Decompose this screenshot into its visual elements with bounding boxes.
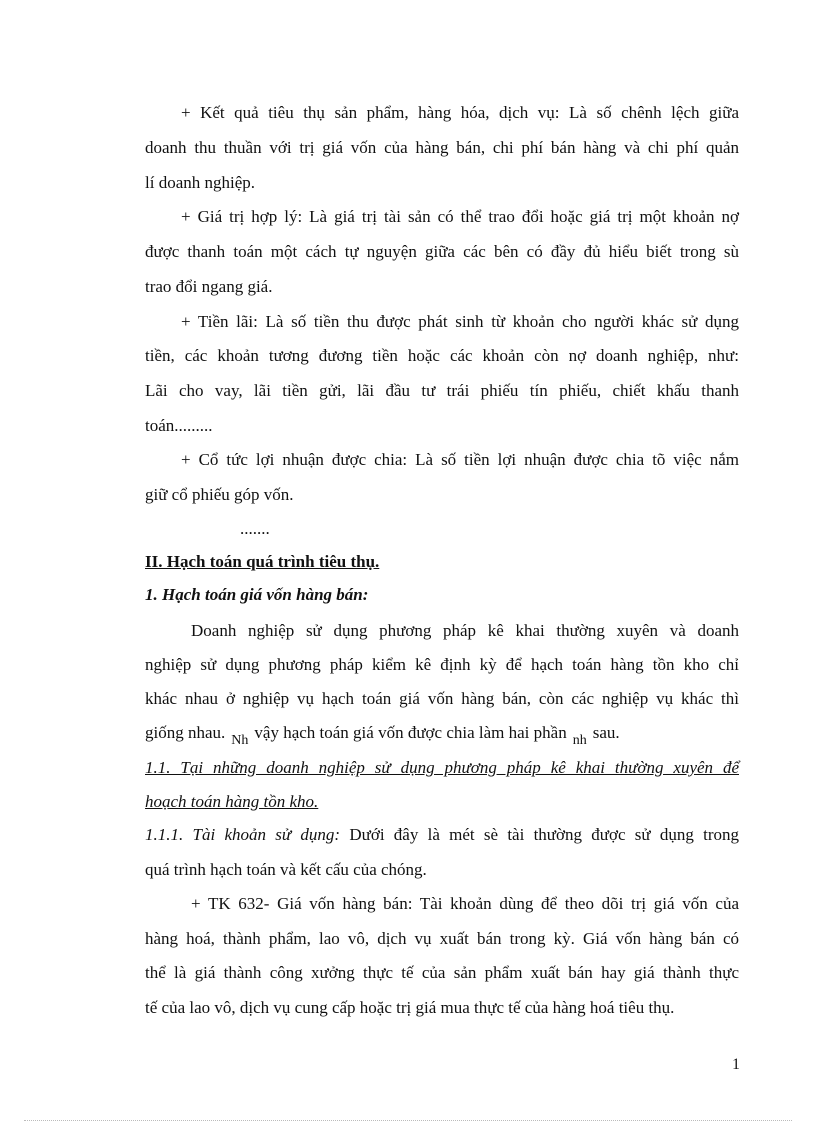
page-number: 1 (732, 1056, 740, 1073)
p5-subscript-1: Nh (231, 733, 249, 748)
paragraph-1-line-2: doanh thu thuần với trị giá vốn của hàng bán, chi phí bán hàng và chi phí quản (145, 138, 739, 157)
paragraph-6-line-2: quá trình hạch toán và kết cấu của chóng. (145, 860, 427, 879)
section-heading: II. Hạch toán quá trình tiêu thụ. (145, 552, 380, 571)
footer-divider (24, 1120, 792, 1121)
subsection-heading: 1. Hạch toán giá vốn hàng bán: (145, 585, 369, 604)
paragraph-3-line-4: toán......... (145, 416, 213, 435)
p6-text-1: Dưới đây là mét sè tài thường được sử dụng trong (349, 825, 739, 844)
paragraph-7-line-4: tế của lao vô, dịch vụ cung cấp hoặc trị giá mua thực tế của hàng hoá tiêu thụ. (145, 998, 675, 1017)
paragraph-5-line-1: Doanh nghiệp sử dụng phương pháp kê khai thường xuyên và doanh (191, 621, 739, 640)
paragraph-2-line-2: được thanh toán một cách tự nguyện giữa các bên có đầy đủ hiểu biết trong sù (145, 242, 739, 261)
p5-text-part-2: vậy hạch toán giá vốn được chia làm hai phần (254, 723, 567, 742)
paragraph-4-line-1: + Cổ tức lợi nhuận được chia: Là số tiền lợi nhuận được chia tõ việc nắm (181, 450, 739, 469)
paragraph-6-line-1 (145, 818, 739, 852)
paragraph-5-line-3: khác nhau ở nghiệp vụ hạch toán giá vốn hàng bán, còn các nghiệp vụ khác thì (145, 689, 739, 708)
p5-subscript-2: nh (572, 733, 587, 748)
paragraph-7-line-3: thể là giá thành công xưởng thực tế của sản phẩm xuất bán hay giá thành thực (145, 963, 739, 982)
p5-text-part-3: sau. (592, 723, 620, 742)
subheading-1-1-line-2: hoạch toán hàng tồn kho. (145, 792, 319, 811)
paragraph-7-line-1: + TK 632- Giá vốn hàng bán: Tài khoản dùng để theo dõi trị giá vốn của (191, 894, 739, 913)
paragraph-4-line-2: giữ cổ phiếu góp vốn. (145, 485, 294, 504)
p5-text-part-1: giống nhau. (145, 723, 226, 742)
paragraph-1-line-1: + Kết quả tiêu thụ sản phẩm, hàng hóa, dịch vụ: Là số chênh lệch giữa (181, 103, 739, 122)
ellipsis: ....... (240, 519, 270, 538)
paragraph-3-line-3: Lãi cho vay, lãi tiền gửi, lãi đầu tư trái phiếu tín phiếu, chiết khấu thanh (145, 381, 739, 400)
paragraph-2-line-1: + Giá trị hợp lý: Là giá trị tài sản có thể trao đổi hoặc giá trị một khoản nợ (181, 207, 739, 226)
paragraph-2-line-3: trao đổi ngang giá. (145, 277, 273, 296)
paragraph-3-line-1: + Tiền lãi: Là số tiền thu được phát sinh từ khoản cho người khác sử dụng (181, 312, 739, 331)
paragraph-3-line-2: tiền, các khoản tương đương tiền hoặc các khoản còn nợ doanh nghiệp, như: (145, 346, 739, 365)
paragraph-7-line-2: hàng hoá, thành phẩm, lao vô, dịch vụ xuất bán trong kỳ. Giá vốn hàng bán có (145, 929, 739, 948)
paragraph-5-line-2: nghiệp sử dụng phương pháp kiểm kê định kỳ để hạch toán hàng tồn kho chỉ (145, 655, 739, 674)
paragraph-1-line-3: lí doanh nghiệp. (145, 173, 256, 192)
account-label: 1.1.1. Tài khoản sử dụng: (145, 825, 341, 844)
subheading-1-1-line-1: 1.1. Tại những doanh nghiệp sử dụng phương pháp kê khai thường xuyên để (145, 758, 739, 777)
paragraph-5-line-4 (145, 716, 739, 750)
